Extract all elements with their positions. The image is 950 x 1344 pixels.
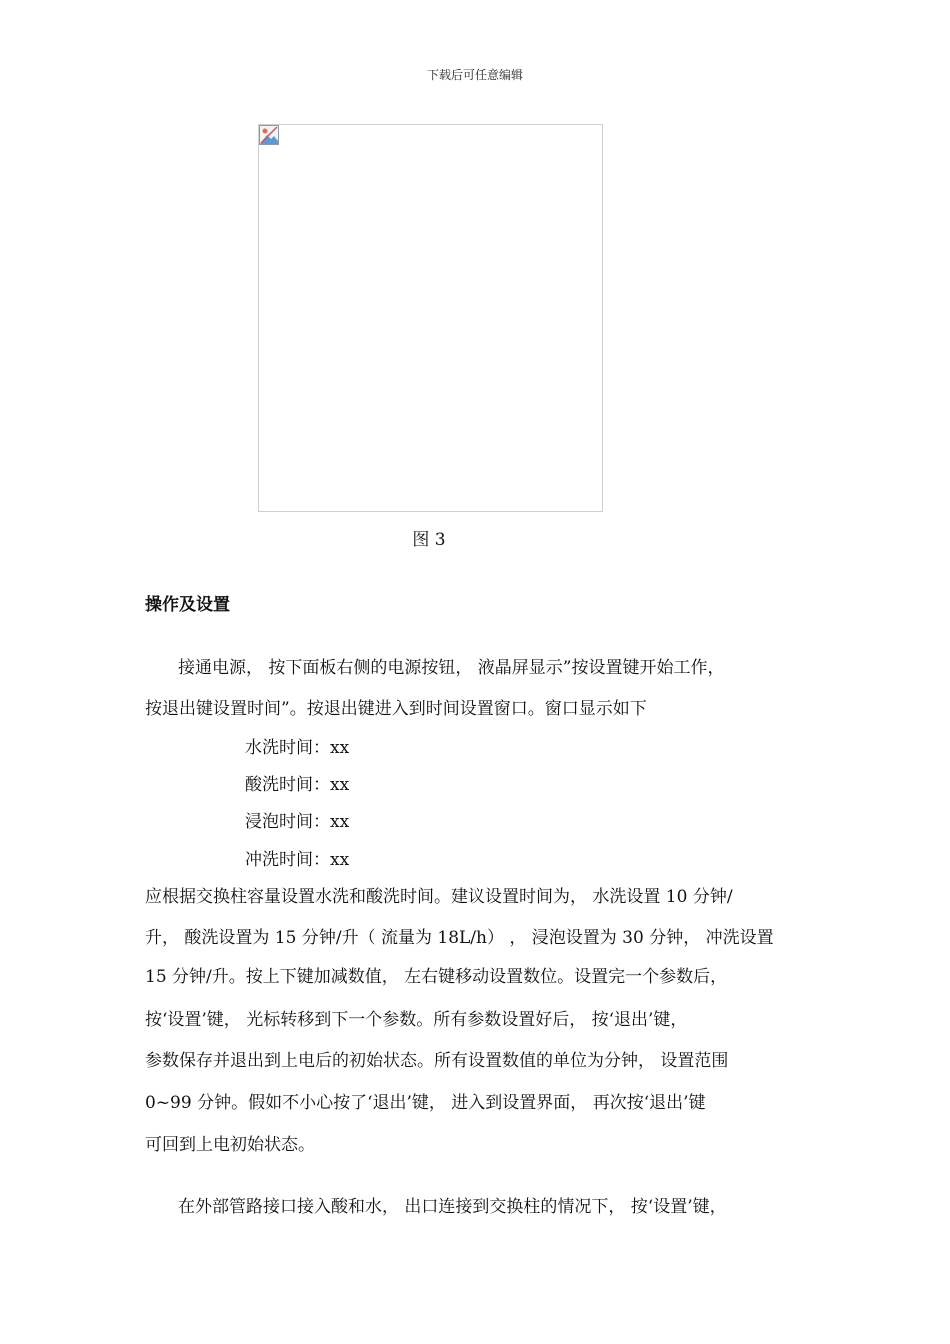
figure-caption: 图 3	[412, 530, 446, 550]
settings-list-item: 冲洗时间：xx	[245, 850, 350, 870]
broken-image-icon	[259, 125, 279, 145]
paragraph-line: 0~99 分钟。假如不小心按了‘退出’键， 进入到设置界面， 再次按‘退出’键	[145, 1093, 706, 1113]
paragraph-line: 在外部管路接口接入酸和水， 出口连接到交换柱的情况下， 按‘设置’键，	[178, 1197, 727, 1217]
settings-list-item: 酸洗时间：xx	[245, 775, 350, 795]
page-header: 下载后可任意编辑	[426, 68, 523, 82]
paragraph-line: 按退出键设置时间”。按退出键进入到时间设置窗口。窗口显示如下	[145, 699, 647, 719]
paragraph-line: 按‘设置’键， 光标转移到下一个参数。所有参数设置好后， 按‘退出’键，	[145, 1010, 688, 1030]
figure-image-placeholder	[258, 124, 603, 512]
paragraph-line: 应根据交换柱容量设置水洗和酸洗时间。建议设置时间为， 水洗设置 10 分钟/	[145, 887, 733, 907]
paragraph-line: 参数保存并退出到上电后的初始状态。所有设置数值的单位为分钟， 设置范围	[145, 1051, 729, 1071]
section-title: 操作及设置	[145, 595, 230, 615]
settings-list-item: 水洗时间：xx	[245, 738, 350, 758]
settings-list-item: 浸泡时间：xx	[245, 812, 350, 832]
paragraph-line: 升， 酸洗设置为 15 分钟/升（ 流量为 18L/h） ， 浸泡设置为 30 分钟， 冲洗设置	[145, 928, 774, 948]
paragraph-line: 15 分钟/升。按上下键加减数值， 左右键移动设置数位。设置完一个参数后，	[145, 967, 728, 987]
paragraph-line: 接通电源， 按下面板右侧的电源按钮， 液晶屏显示”按设置键开始工作，	[178, 658, 725, 678]
paragraph-line: 可回到上电初始状态。	[145, 1135, 315, 1155]
